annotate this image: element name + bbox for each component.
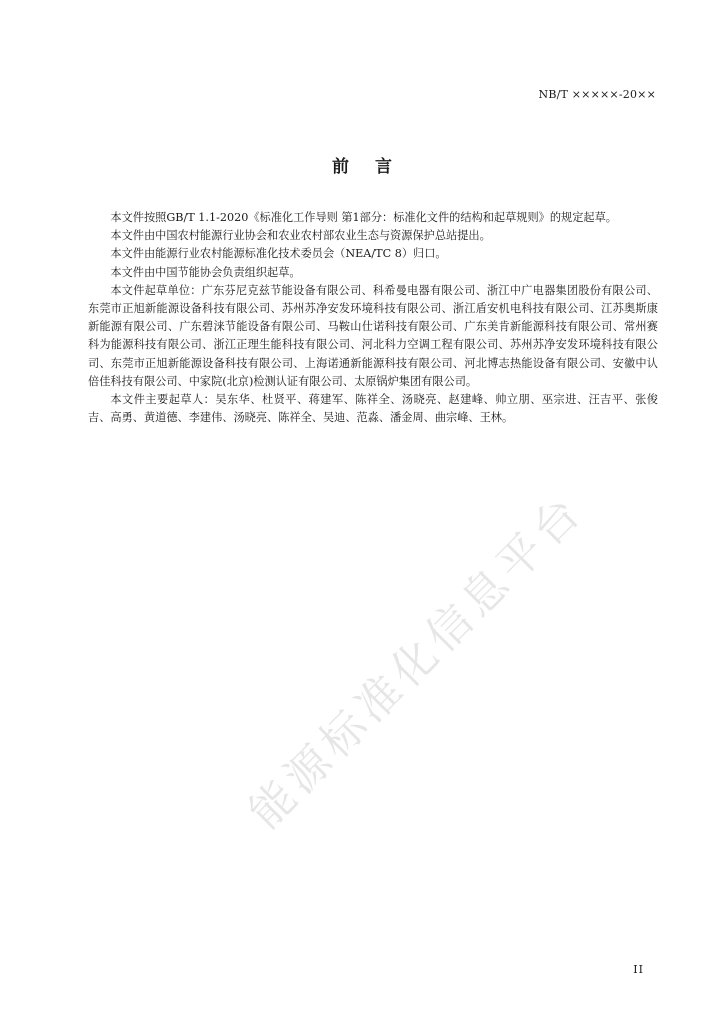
paragraph-drafters: 本文件主要起草人：吴东华、杜贤平、蒋建军、陈祥全、汤晓亮、赵建峰、帅立朋、巫宗进、汪吉平、张俊吉、高勇、黄道德、李建伟、汤晓亮、陈祥全、吴迪、范淼、潘金周、曲宗峰、王林。 bbox=[88, 393, 658, 425]
paragraph-drafting-units: 本文件起草单位：广东芬尼克兹节能设备有限公司、科希曼电器有限公司、浙江中广电器集团股份有限公司、东莞市正旭新能源设备科技有限公司、苏州苏净安发环境科技有限公司、浙江盾安机电科技有限公司、江苏奥斯康新能源有限公司、广东碧涞节能设备有限公司、马鞍山仕诺科技有限公司、广东美肯新能源科技有限公司、常州赛科为能源科技有限公司、浙江正理生能科技有限公司、河北科力空调工程有限公司、苏州苏净安发环境科技有限公司、东莞市正旭新能源设备科技有限公司、上海诺通新能源科技有限公司、河北博志热能设备有限公司、安徽中认倍佳科技有限公司、中家院(北京)检测认证有限公司、太原锅炉集团有限公司。 bbox=[88, 283, 658, 388]
section-title: 前言 bbox=[332, 157, 418, 177]
paragraph-proposer: 本文件由中国农村能源行业协会和农业农村部农业生态与资源保护总站提出。 bbox=[110, 229, 491, 243]
paragraph-committee: 本文件由能源行业农村能源标准化技术委员会（NEA/TC 8）归口。 bbox=[110, 247, 447, 261]
document-number: NB/T ×××××-20×× bbox=[538, 88, 656, 101]
page-number: II bbox=[633, 963, 644, 976]
paragraph-drafting-rules: 本文件按照GB/T 1.1-2020《标准化工作导则 第1部分：标准化文件的结构和起草规则》的规定起草。 bbox=[110, 211, 617, 224]
watermark: 能源标准化信息平台 bbox=[239, 484, 594, 839]
paragraph-organizer: 本文件由中国节能协会负责组织起草。 bbox=[110, 265, 301, 279]
body-text bbox=[88, 209, 658, 427]
